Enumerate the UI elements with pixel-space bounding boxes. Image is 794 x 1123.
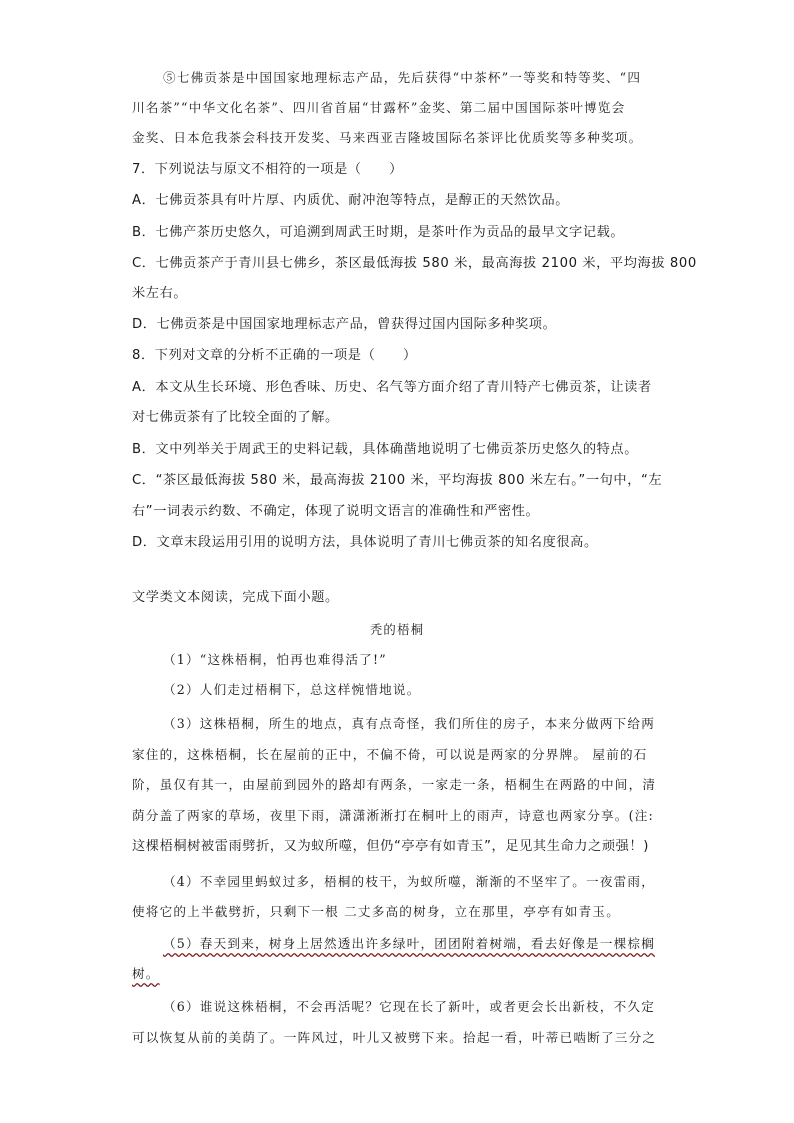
question-8-option-c-line1: C．“茶区最低海拔 580 米，最高海拔 2100 米，平均海拔 800 米左右。”一句中，“左 xyxy=(132,473,663,488)
story-para-4-line1: （4）不幸园里蚂蚁过多，梧桐的枝干，为蚁所噬，渐渐的不坚牢了。一夜雷雨， xyxy=(163,874,655,889)
question-8-option-c-line2: 右”一词表示约数、不确定，体现了说明文语言的准确性和严密性。 xyxy=(132,504,540,519)
story-title: 秃的梧桐 xyxy=(369,622,425,637)
passage1-para5-line2: 川名茶”“中华文化名茶”、四川省首届“甘露杯”金奖、第二届中国国际茶叶博览会 xyxy=(132,100,626,115)
question-7-stem: 7．下列说法与原文不相符的一项是（ ） xyxy=(132,162,403,177)
story-para-5-line2: 树。 xyxy=(132,966,160,981)
question-7-option-d: D．七佛贡茶是中国国家地理标志产品，曾获得过国内国际多种奖项。 xyxy=(132,317,557,332)
story-para-3-line3: 阶，虽仅有其一，由屋前到园外的路却有两条，一家走一条，梧桐生在两路的中间，清 xyxy=(132,777,657,792)
story-para-6-line1: （6）谁说这株梧桐，不会再活呢？它现在长了新叶，或者更会长出新枝，不久定 xyxy=(163,999,655,1014)
story-para-6-line2: 可以恢复从前的美荫了。一阵风过，叶儿又被劈下来。拾起一看，叶蒂已啮断了三分之 xyxy=(132,1030,657,1045)
question-8-stem: 8．下列对文章的分析不正确的一项是（ ） xyxy=(132,348,417,363)
story-para-3-line4: 荫分盖了两家的草场，夜里下雨，潇潇淅淅打在桐叶上的雨声，诗意也两家分享。(注: xyxy=(132,808,654,823)
story-para-3-line1: （3）这株梧桐，所生的地点，真有点奇怪，我们所住的房子，本来分做两下给两 xyxy=(163,716,655,731)
question-8-option-a-line1: A．本文从生长环境、形色香味、历史、名气等方面介绍了青川特产七佛贡茶，让读者 xyxy=(132,380,652,395)
story-para-2: （2）人们走过梧桐下，总这样惋惜地说。 xyxy=(163,682,421,697)
passage1-para5-line1: ⑤七佛贡茶是中国国家地理标志产品，先后获得“中茶杯”一等奖和特等奖、“四 xyxy=(163,70,642,85)
story-para-3-line2: 家住的，这株梧桐，长在屋前的正中，不偏不倚，可以说是两家的分界牌。 屋前的石 xyxy=(132,747,648,762)
question-7-option-c-line2: 米左右。 xyxy=(132,286,188,301)
story-para-1: （1）“这株梧桐，怕再也难得活了!” xyxy=(163,652,387,667)
story-para-4-line2: 使将它的上半截劈折，只剩下一根 二丈多高的树身，立在那里，亭亭有如青玉。 xyxy=(132,904,620,919)
passage1-para5-line3: 金奖、日本危我茶会科技开发奖、马来西亚吉隆坡国际名茶评比优质奖等多种奖项。 xyxy=(132,130,643,145)
question-8-option-a-line2: 对七佛贡茶有了比较全面的了解。 xyxy=(132,410,339,425)
story-para-5-line1: （5）春天到来，树身上居然透出许多绿叶，团团附着树端，看去好像是一棵棕榈 xyxy=(163,936,655,951)
question-8-option-b: B．文中列举关于周武王的史料记载，具体确凿地说明了七佛贡茶历史悠久的特点。 xyxy=(132,442,638,457)
section-intro: 文学类文本阅读，完成下面小题。 xyxy=(132,590,339,605)
question-7-option-a: A．七佛贡茶具有叶片厚、内质优、耐冲泡等特点，是醇正的天然饮品。 xyxy=(132,193,570,208)
question-7-option-b: B．七佛产茶历史悠久，可追溯到周武王时期，是茶叶作为贡品的最早文字记载。 xyxy=(132,225,625,240)
question-7-option-c-line1: C．七佛贡茶产于青川县七佛乡，茶区最低海拔 580 米，最高海拔 2100 米，平均海拔 800 xyxy=(132,256,697,271)
question-8-option-d: D．文章末段运用引用的说明方法，具体说明了青川七佛贡茶的知名度很高。 xyxy=(132,535,598,550)
story-para-3-note: 这棵梧桐树被雷雨劈折，又为蚁所噬，但仍“亭亭有如青玉”，足见其生命力之顽强！) xyxy=(132,839,649,854)
